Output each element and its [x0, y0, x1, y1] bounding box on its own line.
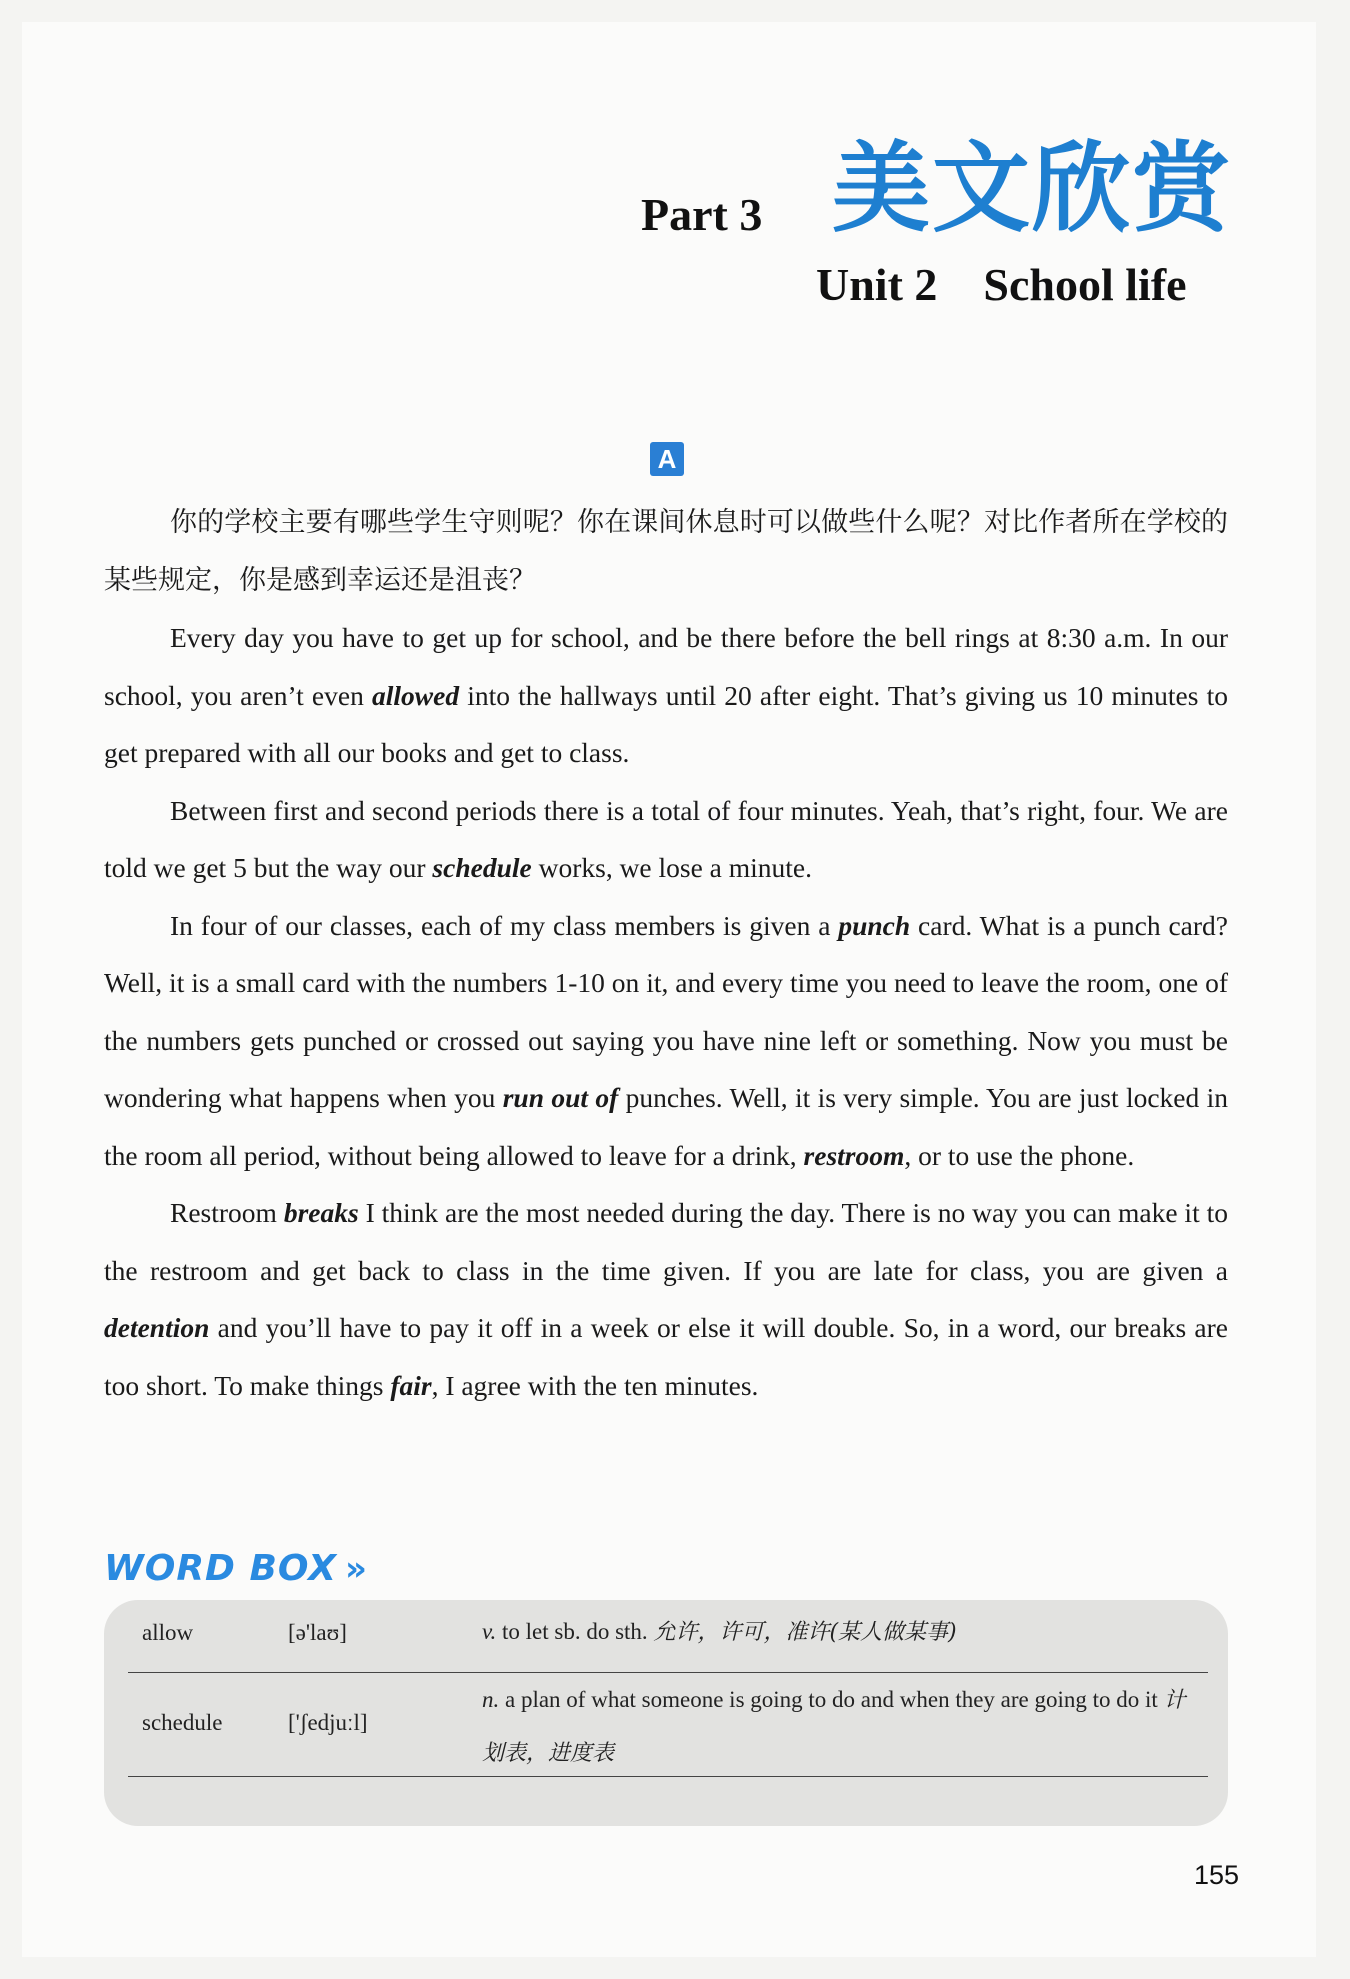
keyword-fair: fair: [390, 1369, 432, 1401]
keyword-schedule: schedule: [432, 852, 532, 883]
part-title: 美文欣赏: [832, 132, 1233, 246]
wordbox-word: schedule: [142, 1710, 223, 1735]
paragraph-4: Restroom breaks I think are the most needed during the day. There is no way you can make it to the restroom and get back to class in the time given. If you are late for class, you are given a detention and you’ll have to pay it off in a week or else it will double. So, in a word, our breaks are too short. To make things fair, I agree with the ten minutes.: [104, 1197, 1228, 1401]
wordbox-definition: n. a plan of what someone is going to do and when they are going to do it 计划表，进度表: [482, 1687, 1186, 1766]
wordbox-row: [128, 1672, 1208, 1777]
keyword-restroom: restroom: [803, 1139, 905, 1171]
article-body: [104, 494, 1228, 1414]
section-badge: A: [650, 442, 684, 476]
paragraph-3: In four of our classes, each of my class members is given a punch card. What is a punch card? Well, it is a small card with the numbers 1-10 on it, and every time you need to leave the room, one of the numbers gets punched or crossed out saying you have nine left or something. Now you must be wondering what happens when you run out of punches. Well, it is very simple. You are just locked in the room all period, without being allowed to leave for a drink, restroom, or to use the phone.: [104, 909, 1228, 1171]
wordbox-pronunciation: [ə'laʊ]: [288, 1620, 347, 1645]
page-number: 155: [1194, 1860, 1240, 1890]
wordbox-row: [128, 1600, 1208, 1673]
keyword-run-out-of: run out of: [502, 1082, 619, 1113]
keyword-breaks: breaks: [283, 1197, 359, 1228]
wordbox-table: [104, 1600, 1228, 1826]
wordbox-definition: v. to let sb. do sth. 允许，许可，准许(某人做某事): [482, 1619, 957, 1645]
keyword-detention: detention: [104, 1312, 210, 1343]
intro-paragraph: 你的学校主要有哪些学生守则呢？你在课间休息时可以做些什么呢？对比作者所在学校的某些规定，你是感到幸运还是沮丧？: [104, 507, 1228, 596]
page-header: [0, 0, 1350, 320]
part-label: Part 3: [641, 189, 763, 240]
keyword-punch: punch: [838, 909, 911, 941]
paragraph-2: Between first and second periods there is a total of four minutes. Yeah, that’s right, four. We are told we get 5 but the way our schedule works, we lose a minute.: [104, 794, 1228, 883]
wordbox-word: allow: [142, 1620, 194, 1645]
wordbox-pronunciation: ['ʃedjuːl]: [288, 1710, 368, 1735]
double-chevron-right-icon: »: [344, 1549, 368, 1589]
unit-label: Unit 2 School life: [816, 259, 1187, 310]
keyword-allowed: allowed: [371, 679, 460, 711]
paragraph-1: Every day you have to get up for school, and be there before the bell rings at 8:30 a.m. In our school, you aren’t even allowed into the hallways until 20 after eight. That’s giving us 10 minutes to get prepared with all our books and get to class.: [104, 622, 1228, 768]
wordbox-title: WORD BOX »: [104, 1548, 368, 1589]
